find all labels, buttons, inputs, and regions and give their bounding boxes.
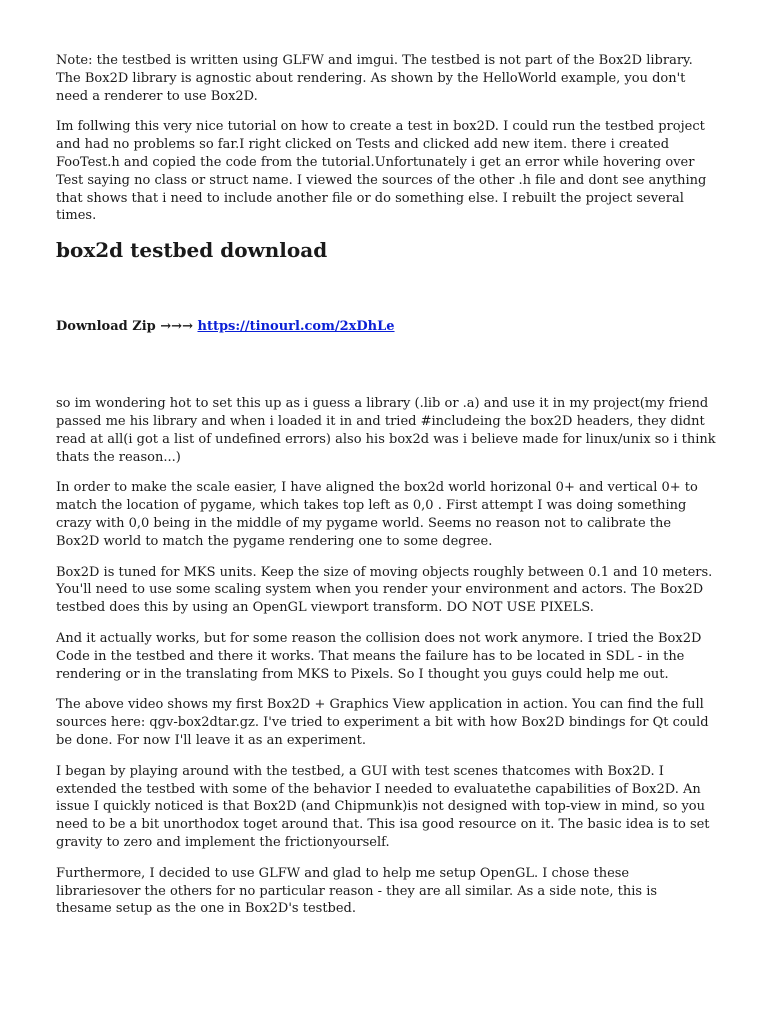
download-label: Download Zip →→→ (56, 319, 193, 335)
scale-paragraph: In order to make the scale easier, I have aligned the box2d world horizonal 0+ and vertical 0+ to match the location of pygame, which takes top left as 0,0 . First attempt I was doing something crazy with 0,0 being in the middle of my pygame world. Seems no reason not to calibrate the Box2D world to match the pygame rendering one to some degree. (56, 480, 698, 549)
tutorial-paragraph: Im follwing this very nice tutorial on how to create a test in box2D. I could run the testbed project and had no problems so far.I right clicked on Tests and clicked add new item. there i created FooTest.h and copied the code from the tutorial.Unfortunately i get an error while hovering over Test saying no class or struct name. I viewed the sources of the other .h file and dont see anything that shows that i need to include another file or do something else. I rebuilt the project several times. (56, 119, 707, 224)
glfw-paragraph: Furthermore, I decided to use GLFW and glad to help me setup OpenGL. I chose these librariesover the others for no particular reason - they are all similar. As a side note, this is thesame setup as the one in Box2D's testbed. (56, 865, 658, 917)
download-line (56, 318, 716, 336)
library-paragraph: so im wondering hot to set this up as i guess a library (.lib or .a) and use it in my project(my friend passed me his library and when i loaded it in and tried #includeing the box2D headers, they didnt read at all(i got a list of undefined errors) also his box2d was i believe made for linux/unix so i think thats the reason...) (56, 396, 716, 465)
download-link[interactable]: https://tinourl.com/2xDhLe (197, 319, 395, 335)
page-heading: box2d testbed download (56, 238, 328, 263)
collision-paragraph: And it actually works, but for some reason the collision does not work anymore. I tried the Box2D Code in the testbed and there it works. That means the failure has to be located in SDL - in the rendering or in the translating from MKS to Pixels. So I thought you guys could help me out. (56, 630, 702, 682)
note-paragraph: Note: the testbed is written using GLFW and imgui. The testbed is not part of the Box2D library. The Box2D library is agnostic about rendering. As shown by the HelloWorld example, you don't need a renderer to use Box2D. (56, 53, 693, 104)
body-section (56, 395, 716, 918)
testbed-paragraph: I began by playing around with the testbed, a GUI with test scenes thatcomes with Box2D. I extended the testbed with some of the behavior I needed to evaluatethe capabilities of Box2D. An issue I quickly noticed is that Box2D (and Chipmunk)is not designed with top-view in mind, so you need to be a bit unorthodox toget around that. This isa good resource on it. The basic idea is to set gravity to zero and implement the frictionyourself. (56, 763, 710, 850)
mks-units-paragraph: Box2D is tuned for MKS units. Keep the size of moving objects roughly between 0.1 and 10 meters. You'll need to use some scaling system when you render your environment and actors. The Box2D testbed does this by using an OpenGL viewport transform. DO NOT USE PIXELS. (56, 564, 713, 616)
video-paragraph: The above video shows my first Box2D + Graphics View application in action. You can find the full sources here: qgv-box2dtar.gz. I've tried to experiment a bit with how Box2D bindings for Qt could be done. For now I'll leave it as an experiment. (56, 697, 709, 748)
document-page (56, 52, 716, 931)
